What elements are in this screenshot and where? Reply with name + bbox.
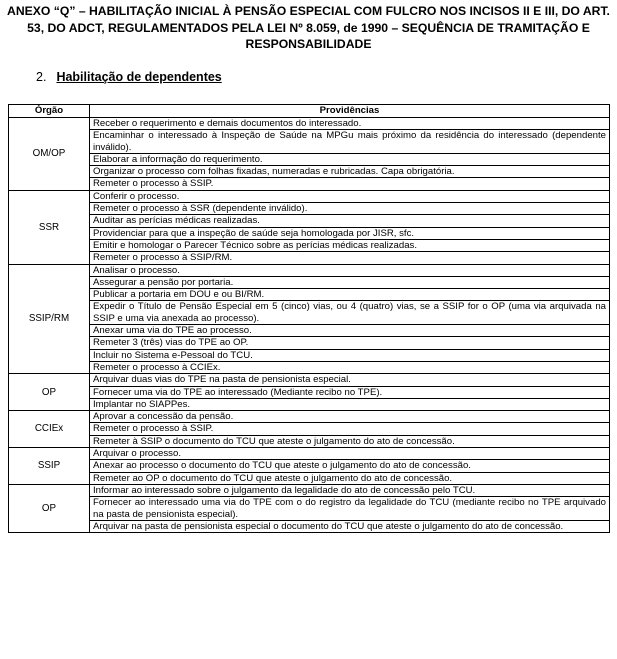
procedures-table [8, 104, 610, 533]
table-row [9, 435, 610, 447]
providencia-cell: Auditar as perícias médicas realizadas. [90, 215, 610, 227]
orgao-cell: SSR [9, 190, 90, 264]
document-title: ANEXO “Q” – HABILITAÇÃO INICIAL À PENSÃO ESPECIAL COM FULCRO NOS INCISOS II E III, DO ART. 53, DO ADCT, REGULAMENTADOS PELA LEI Nº 8.059, de 1990 – SEQUÊNCIA DE TRAMITAÇÃO E RESPONSABILIDADE [7, 4, 610, 51]
providencia-cell: Encaminhar o interessado à Inspeção de Saúde na MPGu mais próximo da residência do interessado (dependente inválido). [90, 130, 610, 154]
providencia-cell: Remeter o processo à SSIP. [90, 178, 610, 190]
providencia-cell: Elaborar a informação do requerimento. [90, 153, 610, 165]
providencia-cell: Assegurar a pensão por portaria. [90, 276, 610, 288]
table-row [9, 166, 610, 178]
table-row [9, 520, 610, 532]
table-row [9, 178, 610, 190]
providencia-cell: Aprovar a concessão da pensão. [90, 411, 610, 423]
table-row [9, 361, 610, 373]
providencia-cell: Remeter 3 (três) vias do TPE ao OP. [90, 337, 610, 349]
providencia-cell: Implantar no SIAPPes. [90, 398, 610, 410]
providencia-cell: Anexar uma via do TPE ao processo. [90, 325, 610, 337]
header-orgao: Órgão [9, 105, 90, 118]
table-row [9, 264, 610, 276]
section-label: Habilitação de dependentes [56, 70, 222, 84]
providencia-cell: Incluir no Sistema e-Pessoal do TCU. [90, 349, 610, 361]
table-row [9, 203, 610, 215]
providencia-cell: Publicar a portaria em DOU e ou BI/RM. [90, 289, 610, 301]
table-row [9, 190, 610, 202]
table-row [9, 118, 610, 130]
table-row [9, 276, 610, 288]
providencia-cell: Arquivar duas vias do TPE na pasta de pensionista especial. [90, 374, 610, 386]
table-row [9, 472, 610, 484]
providencia-cell: Conferir o processo. [90, 190, 610, 202]
providencia-cell: Analisar o processo. [90, 264, 610, 276]
providencia-cell: Emitir e homologar o Parecer Técnico sobre as perícias médicas realizadas. [90, 239, 610, 251]
orgao-cell: OP [9, 484, 90, 532]
providencia-cell: Arquivar o processo. [90, 448, 610, 460]
table-row [9, 411, 610, 423]
table-row [9, 153, 610, 165]
providencia-cell: Providenciar para que a inspeção de saúde seja homologada por JISR, sfc. [90, 227, 610, 239]
table-row [9, 386, 610, 398]
table-row [9, 325, 610, 337]
table-row [9, 130, 610, 154]
table-row [9, 252, 610, 264]
section-heading [36, 70, 222, 84]
providencia-cell: Informar ao interessado sobre o julgamento da legalidade do ato de concessão pelo TCU. [90, 484, 610, 496]
providencia-cell: Receber o requerimento e demais documentos do interessado. [90, 118, 610, 130]
table-row [9, 460, 610, 472]
table-row [9, 289, 610, 301]
providencia-cell: Fornecer ao interessado uma via do TPE com o do registro da legalidade do TCU (mediante recibo no TPE arquivado na pasta de pensionista especial). [90, 497, 610, 521]
table-header-row [9, 105, 610, 118]
providencia-cell: Remeter o processo à CCIEx. [90, 361, 610, 373]
providencia-cell: Remeter à SSIP o documento do TCU que ateste o julgamento do ato de concessão. [90, 435, 610, 447]
table-row [9, 398, 610, 410]
providencia-cell: Arquivar na pasta de pensionista especial o documento do TCU que ateste o julgamento do ato de concessão. [90, 520, 610, 532]
providencia-cell: Anexar ao processo o documento do TCU que ateste o julgamento do ato de concessão. [90, 460, 610, 472]
table-row [9, 423, 610, 435]
table-body [9, 118, 610, 533]
table-row [9, 215, 610, 227]
table-row [9, 239, 610, 251]
providencia-cell: Fornecer uma via do TPE ao interessado (Mediante recibo no TPE). [90, 386, 610, 398]
section-number: 2. [36, 70, 47, 84]
providencia-cell: Remeter o processo à SSR (dependente inválido). [90, 203, 610, 215]
providencia-cell: Organizar o processo com folhas fixadas, numeradas e rubricadas. Capa obrigatória. [90, 166, 610, 178]
table-row [9, 448, 610, 460]
orgao-cell: OP [9, 374, 90, 411]
orgao-cell: OM/OP [9, 118, 90, 191]
table-row [9, 374, 610, 386]
table-row [9, 227, 610, 239]
providencia-cell: Remeter o processo à SSIP. [90, 423, 610, 435]
table-row [9, 349, 610, 361]
orgao-cell: SSIP [9, 448, 90, 485]
orgao-cell: CCIEx [9, 411, 90, 448]
header-providencias: Providências [90, 105, 610, 118]
providencia-cell: Expedir o Título de Pensão Especial em 5 (cinco) vias, ou 4 (quatro) vias, se a SSIP for o OP (uma via arquivada na SSIP e uma via anexada ao processo). [90, 301, 610, 325]
table-row [9, 497, 610, 521]
providencia-cell: Remeter o processo à SSIP/RM. [90, 252, 610, 264]
table-row [9, 484, 610, 496]
providencia-cell: Remeter ao OP o documento do TCU que ateste o julgamento do ato de concessão. [90, 472, 610, 484]
table-row [9, 301, 610, 325]
table-row [9, 337, 610, 349]
orgao-cell: SSIP/RM [9, 264, 90, 374]
